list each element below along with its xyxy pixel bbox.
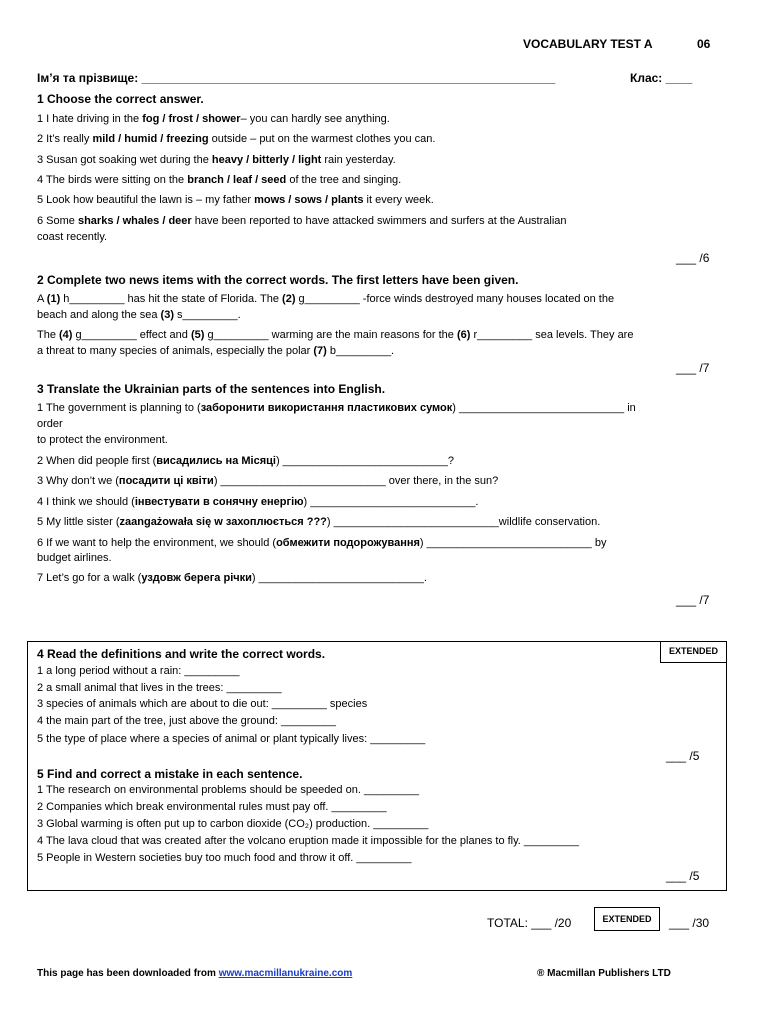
- section3-score: ___ /7: [676, 593, 710, 607]
- section4-item: 5 the type of place where a species of animal or plant typically lives: _________: [37, 733, 426, 745]
- section3-title: 3 Translate the Ukrainian parts of the sentences into English.: [37, 382, 386, 396]
- section4-item: 1 a long period without a rain: _________: [37, 665, 240, 677]
- section3-item: 6 If we want to help the environment, we should (обмежити подорожування) ___________________________ by: [37, 537, 607, 549]
- section5-title: 5 Find and correct a mistake in each sentence.: [37, 767, 303, 781]
- section2-paragraph1-line2: beach and along the sea (3) s_________.: [37, 309, 241, 321]
- section4-item: 3 species of animals which are about to die out: _________ species: [37, 698, 368, 710]
- section3-item: 2 When did people first (висадились на Місяці) ___________________________?: [37, 455, 454, 467]
- section3-item: 4 I think we should (інвестувати в сонячну енергію) ___________________________.: [37, 496, 479, 508]
- footer-copyright: ® Macmillan Publishers LTD: [537, 968, 671, 979]
- section1-item: 5 Look how beautiful the lawn is – my father mows / sows / plants it every week.: [37, 194, 434, 206]
- test-title: VOCABULARY TEST A: [523, 37, 653, 51]
- name-field-label: Ім’я та прізвище: ______________________________________________________________: [37, 71, 556, 85]
- section2-paragraph2-line1: The (4) g_________ effect and (5) g_________ warming are the main reasons for the (6) r_________ sea levels. They are: [37, 329, 634, 341]
- section4-score: ___ /5: [666, 749, 700, 763]
- section5-item: 1 The research on environmental problems should be speeded on. _________: [37, 784, 420, 796]
- section1-title: 1 Choose the correct answer.: [37, 92, 204, 106]
- section3-item: 5 My little sister (zaangażowała się w захоплюється ???) ___________________________wildlife conservation.: [37, 516, 601, 528]
- section5-item: 2 Companies which break environmental rules must pay off. _________: [37, 801, 387, 813]
- section1-item: 3 Susan got soaking wet during the heavy / bitterly / light rain yesterday.: [37, 154, 396, 166]
- section1-item: 2 It’s really mild / humid / freezing outside – put on the warmest clothes you can.: [37, 133, 436, 145]
- section2-paragraph1-line1: A (1) h_________ has hit the state of Florida. The (2) g_________ -force winds destroyed many houses located on the: [37, 293, 615, 305]
- section3-item: 7 Let’s go for a walk (уздовж берега річки) ___________________________.: [37, 572, 427, 584]
- class-field-label: Клас: ____: [630, 71, 693, 85]
- section5-item: 5 People in Western societies buy too much food and throw it off. _________: [37, 852, 412, 864]
- section2-paragraph2-line2: a threat to many species of animals, especially the polar (7) b_________.: [37, 345, 395, 357]
- footer-source: This page has been downloaded from www.macmillanukraine.com: [37, 968, 353, 979]
- footer-link[interactable]: www.macmillanukraine.com: [218, 968, 353, 979]
- section3-item-continuation: order: [37, 418, 63, 430]
- section3-item-continuation: to protect the environment.: [37, 434, 168, 446]
- total-score: TOTAL: ___ /20: [487, 916, 572, 930]
- section2-score: ___ /7: [676, 361, 710, 375]
- section2-title: 2 Complete two news items with the correct words. The first letters have been given.: [37, 273, 519, 287]
- section5-item: 4 The lava cloud that was created after the volcano eruption made it impossible for the planes to fly. _________: [37, 835, 579, 847]
- total-extended-score: ___ /30: [669, 916, 710, 930]
- section4-item: 4 the main part of the tree, just above the ground: _________: [37, 715, 337, 727]
- section5-score: ___ /5: [666, 869, 700, 883]
- section1-item: 4 The birds were sitting on the branch / leaf / seed of the tree and singing.: [37, 174, 402, 186]
- test-number: 06: [697, 37, 711, 51]
- section3-item-continuation: budget airlines.: [37, 552, 112, 564]
- extended-badge: EXTENDED: [660, 641, 727, 663]
- section1-item: 6 Some sharks / whales / deer have been reported to have attacked swimmers and surfers at the Australian: [37, 215, 567, 227]
- section5-item: 3 Global warming is often put up to carbon dioxide (CO₂) production. _________: [37, 818, 429, 830]
- section4-title: 4 Read the definitions and write the correct words.: [37, 647, 326, 661]
- section1-item-continuation: coast recently.: [37, 231, 108, 243]
- section3-item: 1 The government is planning to (заборонити використання пластикових сумок) ___________________________ in: [37, 402, 636, 414]
- section3-item: 3 Why don’t we (посадити ці квіти) ___________________________ over there, in the sun?: [37, 475, 499, 487]
- section1-score: ___ /6: [676, 251, 710, 265]
- total-extended-badge: EXTENDED: [594, 907, 660, 931]
- section1-item: 1 I hate driving in the fog / frost / shower– you can hardly see anything.: [37, 113, 390, 125]
- section4-item: 2 a small animal that lives in the trees: _________: [37, 682, 282, 694]
